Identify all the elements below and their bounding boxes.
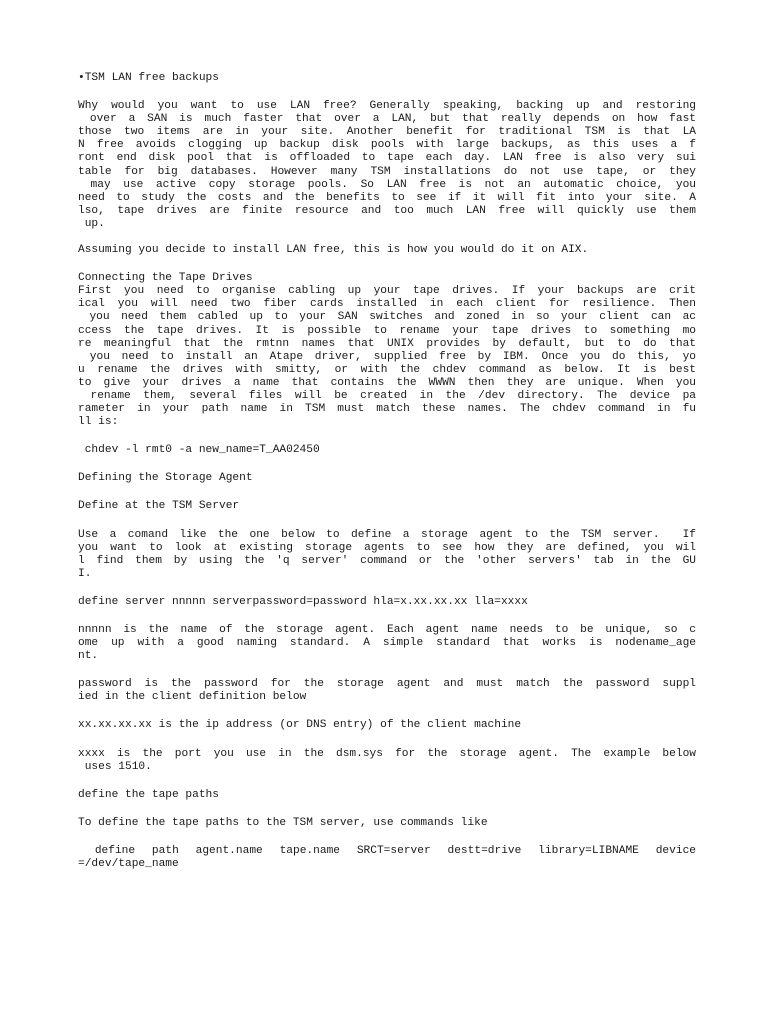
paragraph-line: lso, tape drives are finite resource and too much LAN free will quickly use them — [78, 204, 696, 217]
paragraph-line: ical you will need two fiber cards installed in each client for resilience. Then — [78, 298, 696, 311]
paragraph-line: those two items are in your site. Another benefit for traditional TSM is that LA — [78, 126, 696, 139]
document-heading: •TSM LAN free backups — [78, 72, 219, 84]
define-server-command: define server nnnnn serverpassword=password hla=x.xx.xx.xx lla=xxxx — [78, 595, 528, 608]
paragraph-line: xx.xx.xx.xx is the ip address (or DNS entry) of the client machine — [78, 719, 522, 732]
paragraph-line: I. — [78, 567, 92, 580]
section-title: Defining the Storage Agent — [78, 472, 253, 485]
paragraph-line: you need them cabled up to your SAN switches and zoned in so your client can ac — [78, 311, 696, 324]
section-title: define the tape paths — [78, 788, 219, 801]
paragraph-line: uses 1510. — [78, 760, 152, 773]
paragraph-line: nnnnn is the name of the storage agent. Each agent name needs to be unique, so c — [78, 624, 696, 636]
section-tape-drives — [78, 272, 696, 457]
paragraph-line: rameter in your path name in TSM must match these names. The chdev command in fu — [78, 403, 696, 416]
paragraph-line: table for big databases. However many TSM installations do not use tape, or they — [78, 165, 696, 178]
paragraph-line: you want to look at existing storage agents to see how they are defined, you wil — [78, 541, 696, 554]
paragraph-line: you need to install an Atape driver, supplied free by IBM. Once you do this, yo — [78, 350, 696, 363]
section-title: Connecting the Tape Drives — [78, 272, 253, 285]
paragraph-line: need to study the costs and the benefits to see if it will fit into your site. A — [78, 191, 696, 204]
assumption-text: Assuming you decide to install LAN free, this is how you would do it on AIX. — [78, 244, 589, 257]
paragraph-line: up. — [78, 217, 105, 230]
paragraph-line: re meaningful that the rmtnn names that UNIX provides by default, but to do that — [78, 337, 696, 350]
paragraph-line: xxxx is the port you use in the dsm.sys for the storage agent. The example below — [78, 747, 696, 760]
chdev-command: chdev -l rmt0 -a new_name=T_AA02450 — [78, 444, 320, 457]
paragraph-line: rename them, several files will be created in the /dev directory. The device pa — [78, 389, 696, 402]
define-path-command: define path agent.name tape.name SRCT=server destt=drive library=LIBNAME device — [78, 844, 696, 857]
paragraph-line: ront end disk pool that is offloaded to tape each day. LAN free is also very sui — [78, 152, 696, 165]
section-tape-paths — [78, 789, 696, 871]
paragraph-line: to give your drives a name that contains the WWWN then they are unique. When you — [78, 376, 696, 389]
paragraph-line: nt. — [78, 650, 99, 663]
section-storage-agent — [78, 472, 696, 773]
paragraph-line: ccess the tape drives. It is possible to rename your tape drives to something mo — [78, 324, 696, 337]
paragraph-line: Why would you want to use LAN free? Generally speaking, backing up and restoring — [78, 100, 696, 113]
paragraph-line: ied in the client definition below — [78, 691, 307, 704]
paragraph-line: To define the tape paths to the TSM server, use commands like — [78, 816, 488, 829]
paragraph-line: Use a comand like the one below to define a storage agent to the TSM server. If — [78, 528, 696, 541]
paragraph-line: u rename the drives with smitty, or with the chdev command as below. It is best — [78, 363, 696, 376]
paragraph-line: over a SAN is much faster that over a LAN, but that really depends on how fast — [78, 113, 696, 126]
paragraph-line: ome up with a good naming standard. A simple standard that works is nodename_age — [78, 637, 696, 650]
paragraph-line: N free avoids clogging up backup disk pools with large backups, as this uses a f — [78, 139, 696, 152]
document-body — [78, 72, 696, 871]
paragraph-line: ll is: — [78, 416, 119, 429]
section-subtitle: Define at the TSM Server — [78, 500, 240, 513]
define-path-command: =/dev/tape_name — [78, 858, 179, 871]
paragraph-line: First you need to organise cabling up your tape drives. If your backups are crit — [78, 285, 696, 298]
paragraph-line: may use active copy storage pools. So LAN free is not an automatic choice, you — [78, 178, 696, 191]
intro-paragraph — [78, 100, 696, 231]
paragraph-line: password is the password for the storage agent and must match the password suppl — [78, 678, 696, 691]
paragraph-line: l find them by using the 'q server' command or the 'other servers' tab in the GU — [78, 554, 696, 567]
